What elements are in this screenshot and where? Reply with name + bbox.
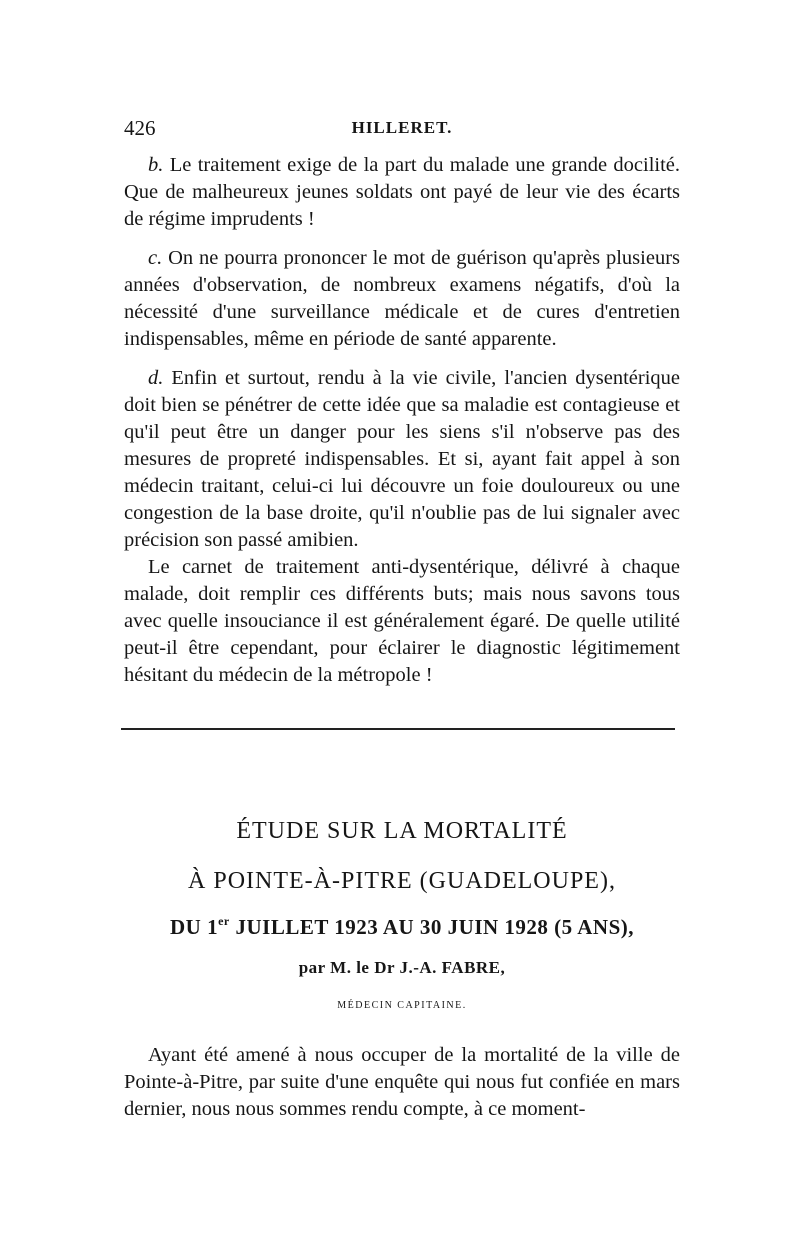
paragraph-text: Le carnet de traitement anti-dysentérique, délivré à chaque malade, doit remplir ces différents buts; mais nous savons tous avec quelle insouciance il est généralement égaré. De quelle utilité peut-il être cependant, pour éclairer le diagnostic légitimement hésitant du médecin de la métropole ! bbox=[124, 556, 680, 686]
paragraph-carnet bbox=[124, 554, 680, 689]
article-title-line-1: ÉTUDE SUR LA MORTALITÉ bbox=[236, 818, 568, 844]
paragraph-marker: c. bbox=[148, 247, 163, 269]
author-byline: par M. le Dr J.-A. FABRE, bbox=[298, 958, 506, 977]
paragraph-marker: b. bbox=[148, 154, 164, 176]
paragraph-marker: d. bbox=[148, 367, 164, 389]
title-date-start: DU 1 bbox=[170, 915, 219, 939]
running-head: HILLERET. bbox=[351, 118, 453, 137]
paragraph-text: On ne pourra prononcer le mot de guérison qu'après plusieurs années d'observation, de nombreux examens négatifs, d'où la nécessité d'une surveillance médicale et de cures d'entretien indispensables, même en période de santé apparente. bbox=[124, 247, 680, 350]
article-opening bbox=[124, 1042, 680, 1123]
title-date-end: JUILLET 1923 AU 30 JUIN 1928 (5 ANS), bbox=[229, 915, 634, 939]
title-date-superscript: er bbox=[218, 914, 230, 928]
paragraph-d bbox=[124, 365, 680, 554]
page-number: 426 bbox=[124, 116, 156, 140]
paragraph-text: Le traitement exige de la part du malade une grande docilité. Que de malheureux jeunes soldats ont payé de leur vie des écarts de régime imprudents ! bbox=[124, 154, 680, 230]
article-title-line-2: À POINTE-À-PITRE (GUADELOUPE), bbox=[188, 868, 616, 894]
opening-paragraph: Ayant été amené à nous occuper de la mortalité de la ville de Pointe-à-Pitre, par suite d'une enquête qui nous fut confiée en mars dernier, nous nous sommes rendu compte, à ce moment- bbox=[124, 1044, 680, 1120]
top-text-block bbox=[124, 152, 680, 689]
paragraph-text: Enfin et surtout, rendu à la vie civile, l'ancien dysentérique doit bien se pénétrer de cette idée que sa maladie est contagieuse et qu'il peut être un danger pour les siens s'il n'observe pas des mesures de propreté indispensables. Et si, ayant fait appel à son médecin traitant, celui-ci lui découvre un foie douloureux ou une congestion de la base droite, qu'il n'oublie pas de lui signaler avec précision son passé amibien. bbox=[124, 367, 680, 551]
paragraph-b bbox=[124, 152, 680, 233]
paragraph-c bbox=[124, 245, 680, 353]
page-header bbox=[124, 116, 680, 146]
author-role: MÉDECIN CAPITAINE. bbox=[337, 1000, 467, 1011]
article-title-line-3 bbox=[124, 914, 680, 940]
section-divider-rule bbox=[121, 728, 675, 730]
